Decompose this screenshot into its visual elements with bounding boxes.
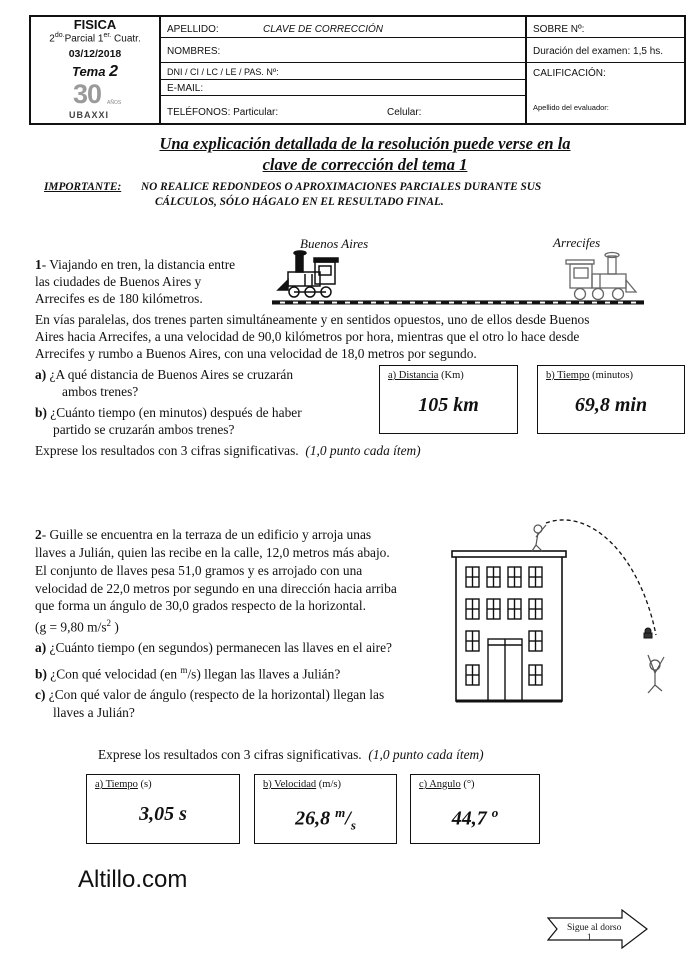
dni-label: DNI / CI / LC / LE / PAS. Nº: [167, 67, 279, 77]
p1-answer-b-value: 69,8 min [574, 394, 648, 416]
subject-title: FISICA [73, 17, 117, 32]
keys-icon [644, 628, 652, 638]
p2-question-a: a) ¿Cuánto tiempo (en segundos) permanecen las llaves en el aire? [35, 640, 392, 655]
importante-line-2: CÁLCULOS, SÓLO HÁGALO EN EL RESULTADO FINAL. [155, 196, 444, 208]
intro-line-2: clave de corrección del tema 1 [262, 155, 468, 174]
p1-answer-a-box [379, 365, 518, 434]
p1-answer-b-label: b) Tiempo (minutos) [546, 370, 633, 381]
telefonos-label: TELÉFONOS: Particular: [167, 107, 279, 118]
sobre-label: SOBRE Nº: [533, 24, 585, 35]
intro-line-1: Una explicación detallada de la resolución puede verse en la [159, 134, 571, 153]
p1-line-4: En vías paralelas, dos trenes parten simultáneamente y en sentidos opuestos, uno de ellos desde Buenos [35, 312, 590, 327]
p2-answer-a-label: a) Tiempo (s) [95, 779, 152, 790]
building-windows [466, 567, 542, 685]
p2-question-c-cont: llaves a Julián? [53, 705, 135, 720]
next-page-label: Sigue al dorso [567, 923, 622, 933]
building-door-icon [488, 639, 522, 701]
p1-question-b-cont: partido se cruzarán ambos trenes? [53, 422, 235, 437]
p2-answer-b-label: b) Velocidad (m/s) [263, 779, 341, 790]
exam-header-table [29, 15, 686, 125]
left-locomotive-icon [278, 251, 338, 297]
p2-gravity: (g = 9,80 $m/s^2$ ) [35, 618, 119, 635]
partial-info: $2^{do.}Parcial$ $1^{er.}$ Cuatr. [49, 32, 141, 45]
building-illustration [450, 515, 685, 715]
train-illustration [270, 250, 646, 308]
calificacion-label: CALIFICACIÓN: [533, 68, 606, 79]
p1-line-5: Aires hacia Arrecifes, a una velocidad de 90,0 kilómetros por hora, mientras que el otro lo hace desde [35, 329, 580, 344]
exam-date: 03/12/2018 [68, 48, 122, 60]
right-locomotive-icon [566, 253, 636, 300]
importante-label: IMPORTANTE: [44, 181, 122, 193]
p1-answer-b-box [537, 365, 685, 434]
p2-answer-c-label: c) Angulo (°) [419, 779, 475, 790]
p2-answer-a-box [86, 774, 240, 844]
p2-line-2: llaves a Julián, quien las recibe en la calle, 12,0 metros más abajo. [35, 545, 390, 560]
page-number: 1 [587, 932, 592, 942]
city-buenos-aires-label: Buenos Aires [300, 236, 369, 251]
evaluador-label: Apellido del evaluador: [533, 103, 609, 112]
building-icon [452, 551, 566, 701]
next-page-arrow[interactable] [547, 909, 649, 949]
p1-line-1: 1- Viajando en tren, la distancia entre [35, 257, 236, 272]
p1-question-a: a) ¿A qué distancia de Buenos Aires se cruzarán [35, 367, 294, 382]
p2-line-3: El conjunto de llaves pesa 51,0 gramos y es arrojado con una [35, 563, 363, 578]
importante-line-1: NO REALICE REDONDEOS O APROXIMACIONES PARCIALES DURANTE SUS [141, 181, 542, 193]
p1-answer-a-value: 105 km [418, 394, 479, 416]
p2-answer-b-box [254, 774, 397, 844]
city-arrecifes-label: Arrecifes [553, 235, 601, 250]
p1-line-3: Arrecifes es de 180 kilómetros. [35, 291, 203, 306]
p2-line-5: que forma un ángulo de 30,0 grados respecto de la horizontal. [35, 598, 366, 613]
celular-label: Celular: [387, 107, 422, 118]
p2-line-1: 2- Guille se encuentra en la terraza de un edificio y arroja unas [35, 527, 372, 542]
person-throwing-icon [532, 525, 546, 551]
ubaxxi-30-logo: 30 AÑOS UBAXXI [69, 79, 122, 120]
p1-question-a-cont: ambos trenes? [62, 384, 139, 399]
p2-question-c: c) ¿Con qué valor de ángulo (respecto de la horizontal) llegan las [35, 687, 385, 702]
p2-answer-a-value: 3,05 s [139, 803, 187, 825]
p2-line-4: velocidad de 22,0 metros por segundo en una dirección hacia arriba [35, 581, 397, 596]
p2-answer-c-box [410, 774, 540, 844]
p2-instructions: Exprese los resultados con 3 cifras significativas. (1,0 punto cada ítem) [98, 747, 484, 762]
p1-instructions: Exprese los resultados con 3 cifras significativas. (1,0 punto cada ítem) [35, 443, 421, 458]
p1-question-b: b) ¿Cuánto tiempo (en minutos) después de haber [35, 405, 302, 420]
p1-line-2: las ciudades de Buenos Aires y [35, 274, 202, 289]
email-label: E-MAIL: [167, 83, 204, 94]
p1-answer-a-label: a) Distancia (Km) [388, 370, 464, 381]
altillo-watermark: Altillo.com [78, 866, 188, 893]
duracion-label: Duración del examen: 1,5 hs. [533, 46, 664, 57]
p2-question-b: b) ¿Con qué velocidad (en $^m$/s) llegan las llaves a Julián? [35, 665, 341, 682]
person-catching-icon [648, 655, 664, 693]
p1-line-6: Arrecifes y rumbo a Buenos Aires, con una velocidad de 18,0 metros por segundo. [35, 346, 477, 361]
tema-label: Tema 2 [71, 63, 118, 80]
p2-answer-c-value: 44,7 $^o$ [451, 805, 499, 830]
p2-answer-b-value: 26,8 $^m/_s$ [295, 805, 356, 833]
apellido-label: APELLIDO: [167, 24, 219, 35]
nombres-label: NOMBRES: [167, 46, 221, 57]
apellido-value: CLAVE DE CORRECCIÓN [263, 24, 384, 35]
